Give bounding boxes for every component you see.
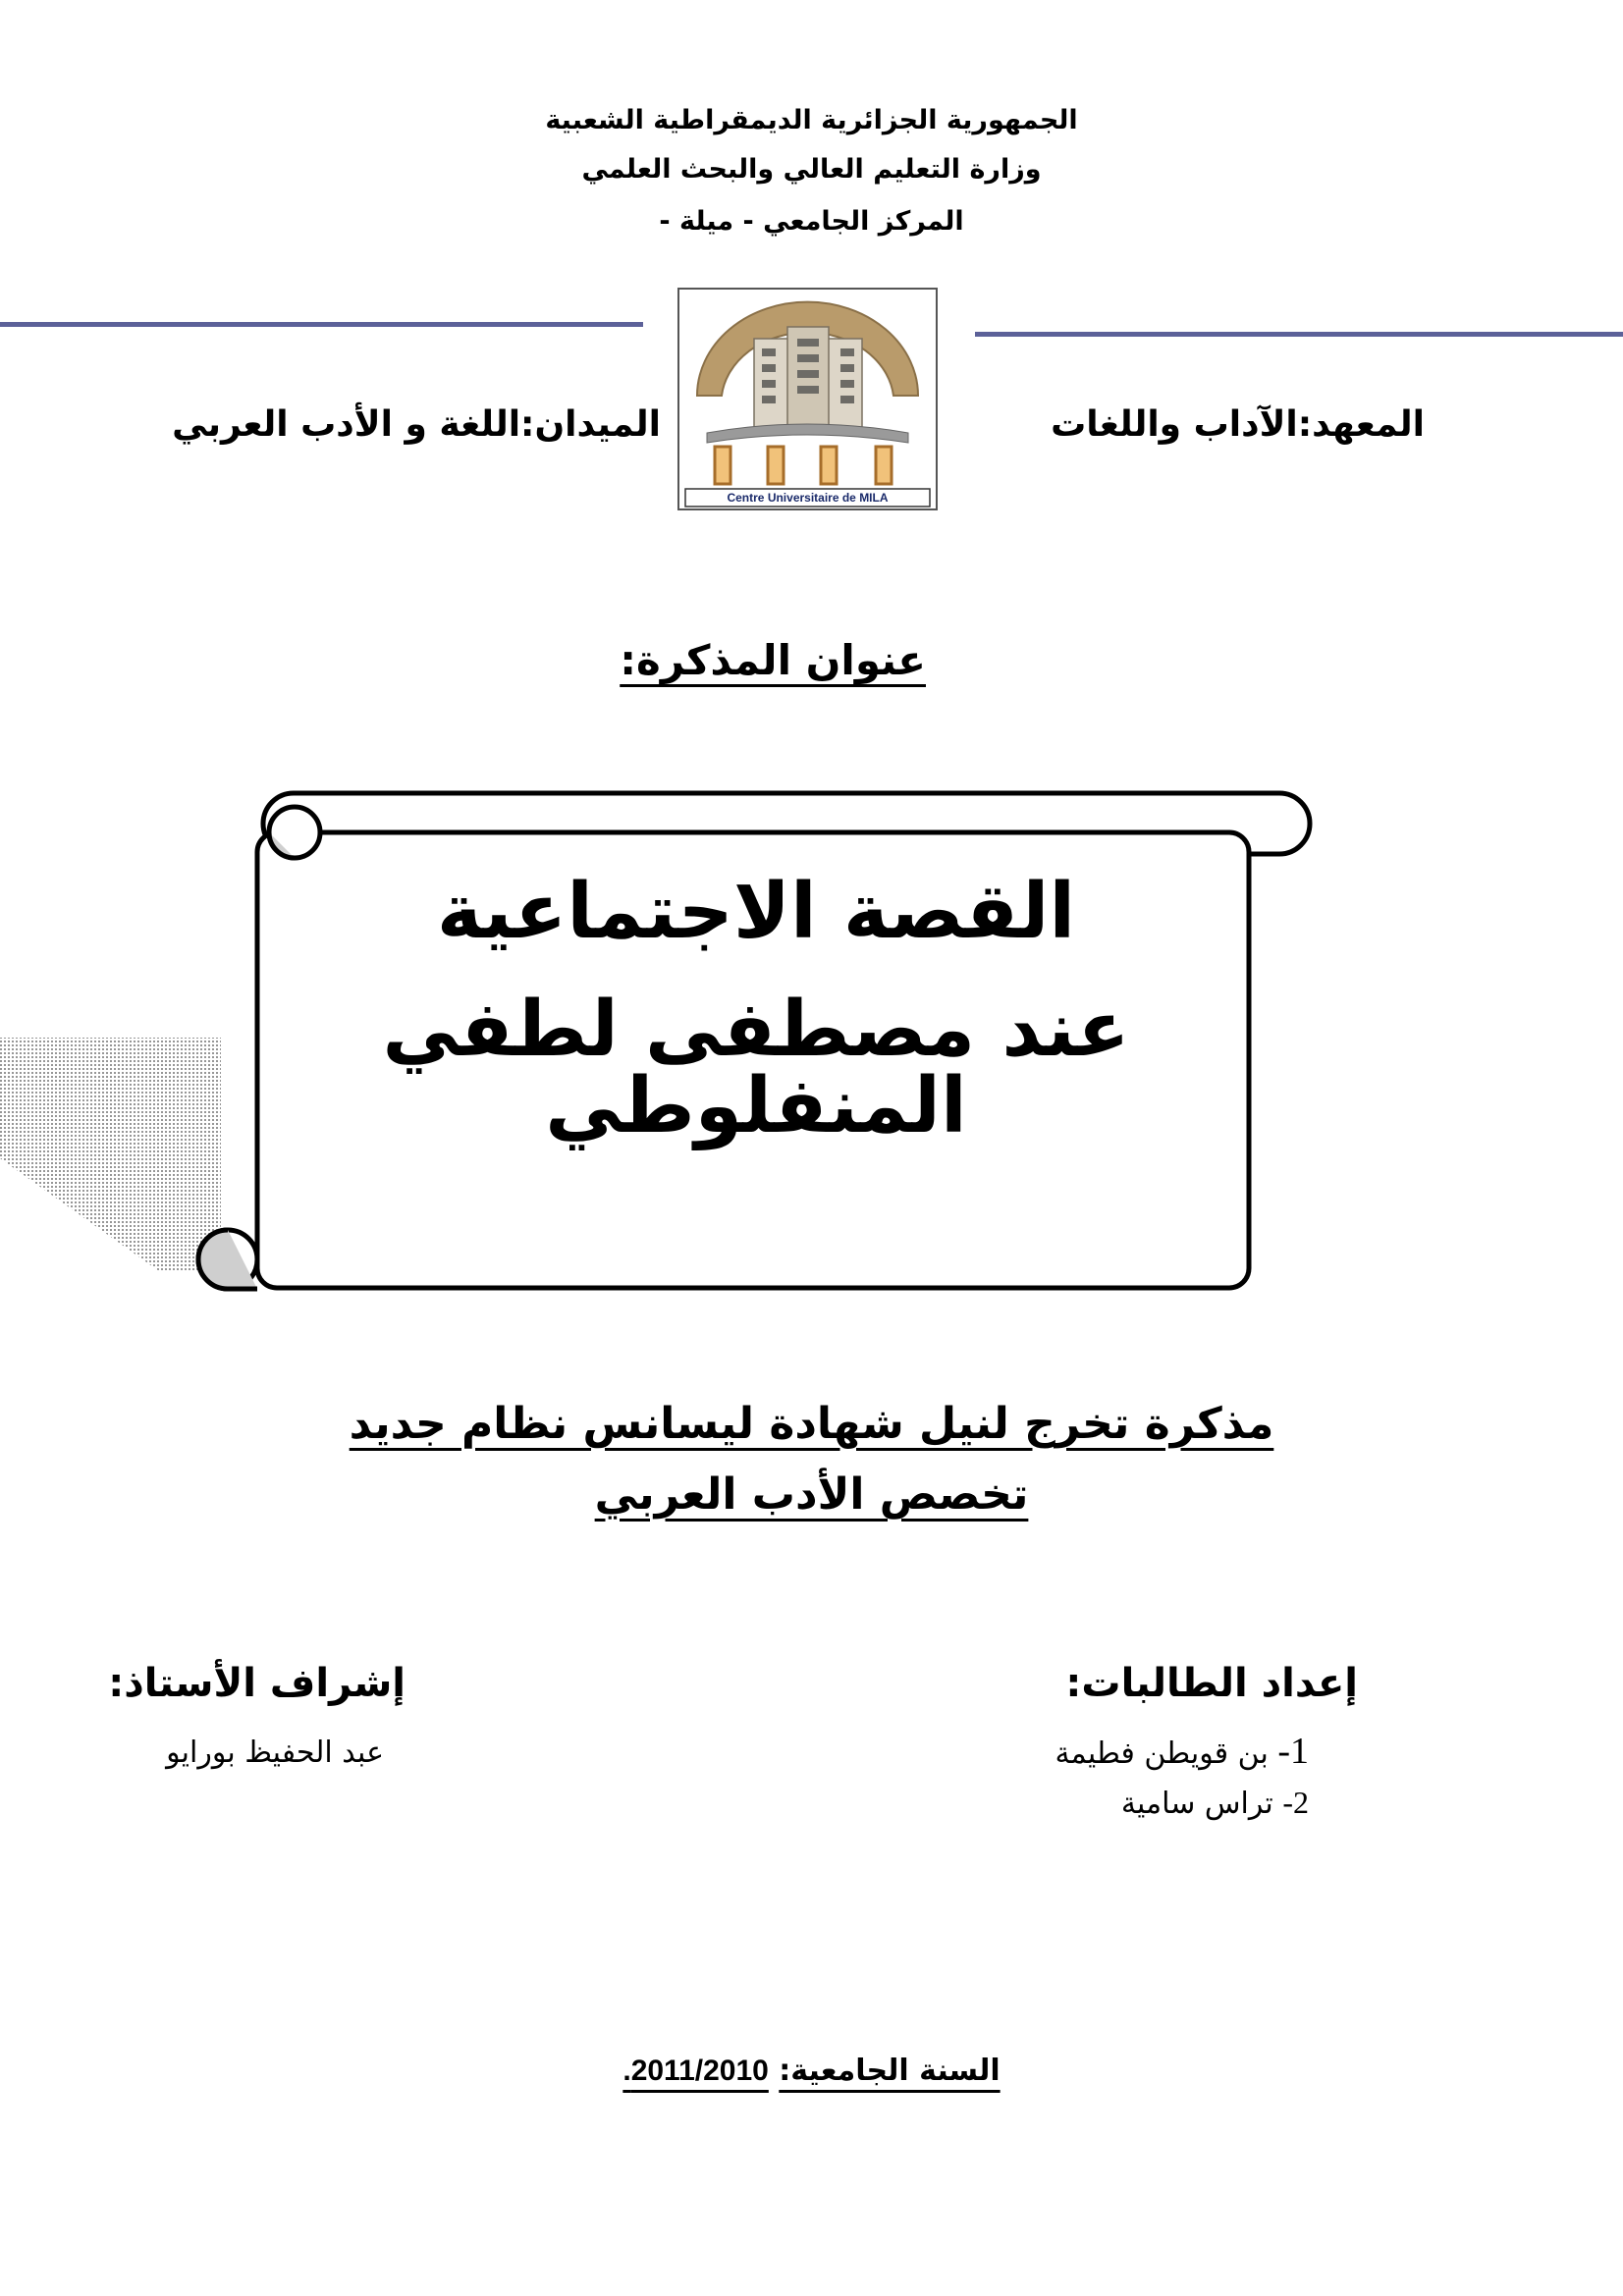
- title-line2: عند مصطفى لطفي المنفلوطي: [382, 986, 1130, 1150]
- university-logo: [677, 288, 938, 510]
- student-item: [1121, 1785, 1309, 1821]
- academic-year-label: السنة الجامعية:: [779, 2054, 1001, 2088]
- title-line1: القصة الاجتماعية: [436, 868, 1076, 956]
- header-republic: الجمهورية الجزائرية الديمقراطية الشعبية: [545, 105, 1078, 135]
- supervisor-label: إشراف الأستاذ:: [108, 1661, 406, 1706]
- header-ministry: وزارة التعليم العالي والبحث العلمي: [581, 154, 1042, 185]
- academic-year-value: 2011/2010.: [622, 2055, 769, 2087]
- student-name: تراس سامية: [1120, 1787, 1273, 1821]
- header-center: المركز الجامعي - ميلة -: [659, 206, 964, 237]
- student-number: 2-: [1282, 1785, 1309, 1820]
- memo-title-label: عنوان المذكرة:: [620, 636, 926, 684]
- degree-line2: تخصص الأدب العربي: [594, 1469, 1029, 1520]
- students-label: إعداد الطالبات:: [1065, 1661, 1358, 1706]
- student-number: 1-: [1277, 1731, 1309, 1772]
- domain-field: الميدان:اللغة و الأدب العربي: [172, 404, 661, 445]
- institute-field: المعهد:الآداب واللغات: [1051, 404, 1425, 445]
- logo-caption: Centre Universitaire de MILA: [727, 491, 889, 505]
- building-icon: [677, 288, 938, 510]
- student-name: بن قويطن فطيمة: [1055, 1736, 1269, 1771]
- divider-right: [975, 332, 1623, 337]
- degree-line1: مذكرة تخرج لنيل شهادة ليسانس نظام جديد: [349, 1399, 1274, 1449]
- student-item: [1055, 1730, 1309, 1773]
- supervisor-name: عبد الحفيظ بورايو: [166, 1735, 384, 1770]
- divider-left: [0, 322, 643, 327]
